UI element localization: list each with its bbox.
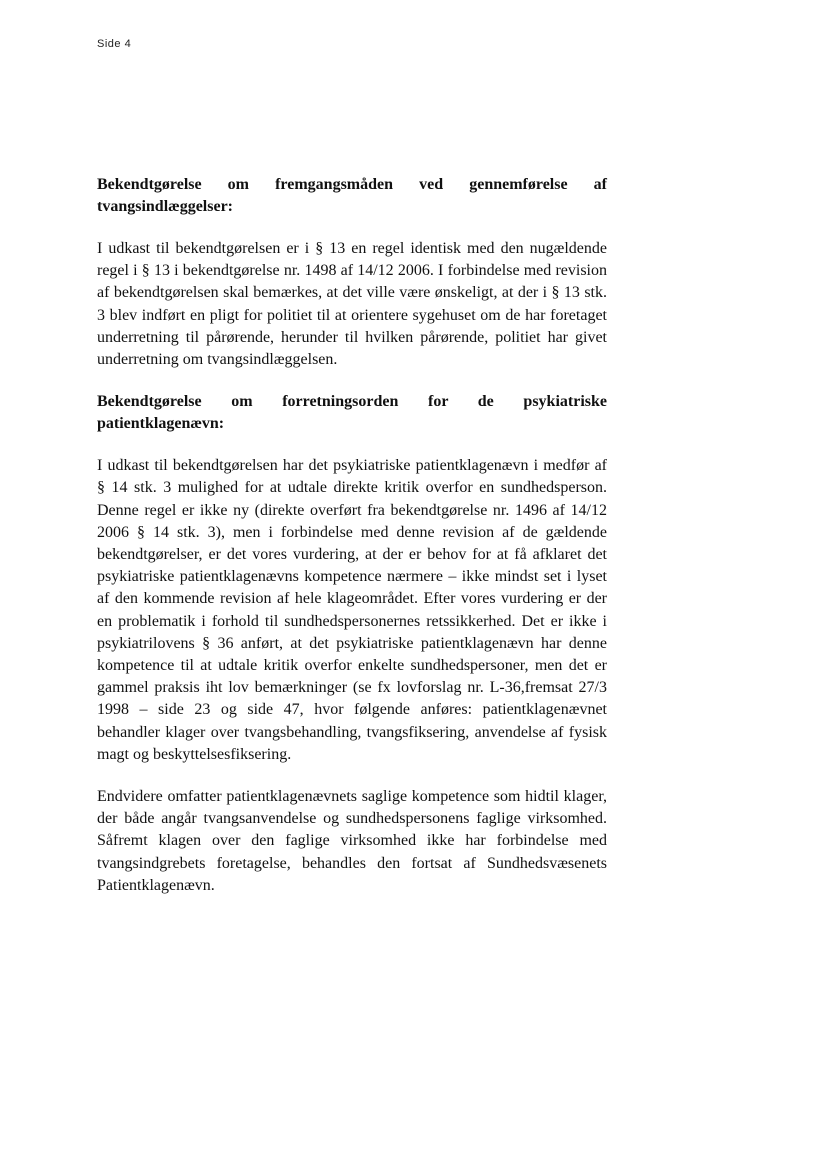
paragraph-bekendtgoerelse-13: I udkast til bekendtgørelsen er i § 13 en regel identisk med den nugældende regel i § 13 i bekendtgørelse nr. 1498 af 14/12 2006. I forbindelse med revision af bekendtgørelsen skal bemærkes, at det ville være ønskeligt, at der i § 13 stk. 3 blev indført en pligt for politiet til at orientere sygehuset om de har foretaget underretning til pårørende, herunder til hvilken pårørende, politiet har givet underretning om tvangsindlæggelsen. xyxy=(97,240,607,369)
section-heading-tvangsindlaeggelser xyxy=(97,174,607,218)
section-heading-line2: tvangsindlæggelser: xyxy=(97,198,233,215)
section-heading-line2: patientklagenævn: xyxy=(97,415,225,433)
paragraph-saglig-kompetence: Endvidere omfatter patientklagenævnets saglige kompetence som hidtil klager, der både angår tvangsanvendelse og sundhedspersonens faglige virksomhed. Såfremt klagen over den faglige virksomhed ikke har forbindelse med tvangsindgrebets foretagelse, behandles den fortsat af Sundhedsvæsenets Patientklagenævn. xyxy=(97,788,607,894)
paragraph-kompetence: I udkast til bekendtgørelsen har det psykiatriske patientklagenævn i medfør af § 14 stk. 3 mulighed for at udtale direkte kritik overfor en sundhedsperson. Denne regel er ikke ny (direkte overført fra bekendtgørelse nr. 1496 af 14/12 2006 § 14 stk. 3), men i forbindelse med denne revision af de gældende bekendtgørelser, er det vores vurdering, at der er behov for at få afklaret det psykiatriske patientklagenævns kompetence nærmere – ikke mindst set i lyset af den kommende revision af hele klageområdet. Efter vores vurdering er der en problematik i forhold til sundhedspersonernes retssikkerhed. Det er ikke i psykiatrilovens § 36 anført, at det psykiatriske patientklagenævn har denne kompetence til at udtale kritik overfor enkelte sundhedspersoner, men det er gammel praksis iht lov bemærkninger (se fx lovforslag nr. L-36,fremsat 27/3 1998 – side 23 og side 47, hvor følgende anføres: patientklagenævnet behandler klager over tvangsbehandling, tvangsfiksering, anvendelse af fysisk magt og beskyttelsesfiksering. xyxy=(97,457,607,763)
section-heading-line1: Bekendtgørelse om forretningsorden for de psykiatriske xyxy=(97,393,607,411)
section-heading-line1: Bekendtgørelse om fremgangsmåden ved gennemførelse af xyxy=(97,176,607,193)
page-number: Side 4 xyxy=(97,38,132,50)
section-heading-patientklagenaevn xyxy=(97,391,607,435)
document-body xyxy=(97,174,607,897)
